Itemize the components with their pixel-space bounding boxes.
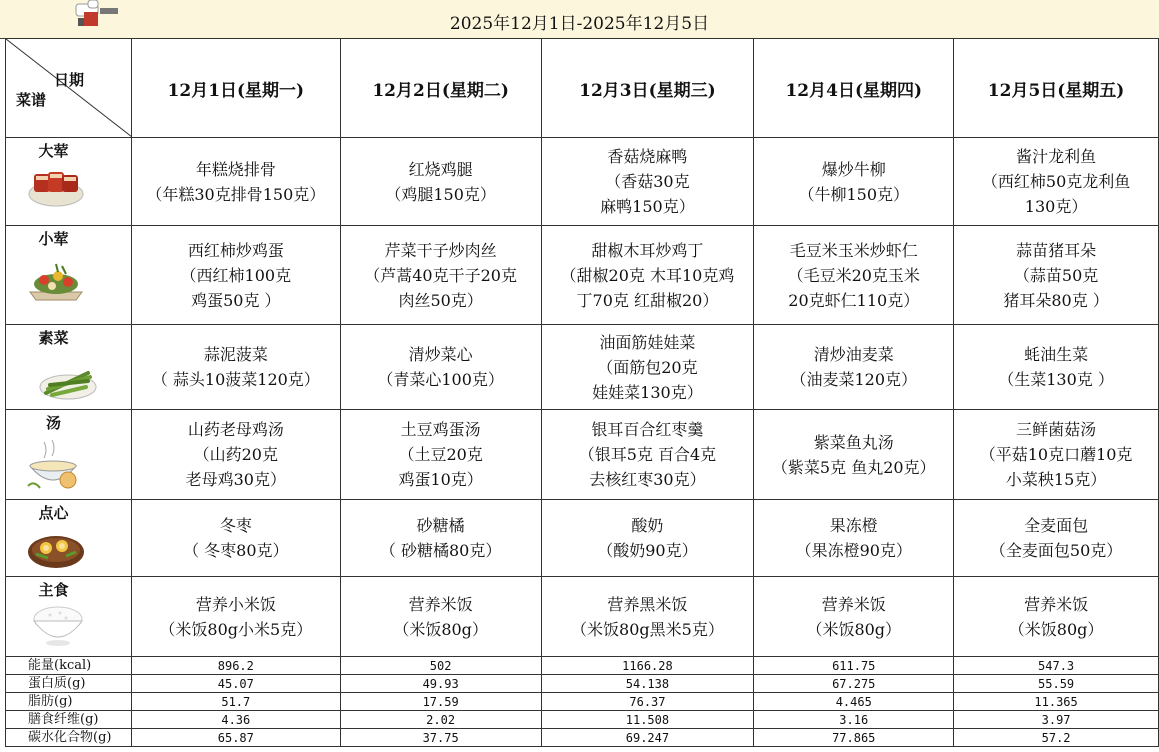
date-label: 日期 [54,71,85,89]
day-header: 12月1日(星期一) [131,39,340,138]
dish-detail: （西红柿100克 [180,265,292,285]
dish-detail: （牛柳150克） [798,184,910,204]
dish-name: 年糕烧排骨 [195,159,276,179]
dish-detail: （平菇10克口蘑10克 [979,445,1133,464]
nutrition-row [6,675,1159,693]
nutrition-label: 蛋白质(g) [6,675,132,693]
dish-cell [754,138,954,226]
nutrition-label: 碳水化合物(g) [6,729,132,747]
nutrition-label: 能量(kcal) [6,657,132,675]
title-bar [0,0,1159,39]
nutrition-value: 3.16 [754,711,954,729]
dish-detail-2: 130克） [1024,197,1088,216]
dish-name: 果冻橙 [829,516,878,535]
dish-name: 酸奶 [631,516,664,535]
dish-cell [754,226,954,325]
dish-detail: （ 砂糖橘80克） [379,541,502,560]
nutrition-row [6,657,1159,675]
nutrition-row [6,711,1159,729]
category-row [6,138,1159,226]
nutrition-value: 3.97 [954,711,1159,729]
dish-name: 蚝油生菜 [1024,345,1089,364]
dish-detail: （面筋包20克 [597,357,698,377]
nutrition-value: 55.59 [954,675,1159,693]
dish-cell [340,500,541,577]
dish-detail-2: 麻鸭150克） [600,197,695,216]
nutrition-value: 11.508 [541,711,754,729]
dessert-plate-icon [26,528,86,570]
category-cell [6,500,132,577]
dish-name: 冬枣 [219,516,252,535]
day-header: 12月3日(星期三) [541,39,754,138]
dish-name: 营养米饭 [1024,594,1089,614]
dish-detail: （米饭80g） [393,619,488,639]
dish-cell [131,138,340,226]
dish-detail-2: 丁70克 红甜椒20） [576,290,719,310]
dish-detail: （米饭80g） [1008,619,1104,639]
dish-detail: （ 冬枣80克） [183,541,289,560]
dish-name: 爆炒牛柳 [821,159,886,179]
dish-detail-2: 老母鸡30克） [185,470,286,489]
dish-detail-2: 小菜秧15克） [1005,470,1107,489]
dish-cell [131,500,340,577]
category-cell [6,410,132,500]
dish-cell [541,500,754,577]
nutrition-value: 4.465 [754,693,954,711]
dish-cell [954,577,1159,657]
dish-detail: （甜椒20克 木耳10克鸡 [560,265,735,285]
dish-detail-2: 鸡蛋10克） [398,470,483,489]
dish-detail-2: 20克虾仁110克） [788,290,920,310]
nutrition-value: 76.37 [541,693,754,711]
category-cell [6,325,132,410]
category-label: 点心 [38,504,69,522]
category-label: 主食 [38,581,69,599]
dish-cell [131,325,340,410]
nutrition-value: 54.138 [541,675,754,693]
stir-fry-icon [26,256,86,306]
day-header: 12月5日(星期五) [954,39,1159,138]
dish-name: 三鲜菌菇汤 [1016,420,1097,439]
dish-name: 蒜苗猪耳朵 [1016,240,1097,260]
dish-name: 甜椒木耳炒鸡丁 [591,240,704,260]
nutrition-value: 1166.28 [541,657,754,675]
dish-detail: （生菜130克 ） [998,370,1114,389]
dish-cell [131,410,340,500]
dish-name: 香菇烧麻鸭 [607,147,688,166]
nutrition-value: 69.247 [541,729,754,747]
dish-name: 蒜泥菠菜 [203,345,268,364]
nutrition-row [6,729,1159,747]
dish-name: 红烧鸡腿 [408,159,473,179]
dish-cell [754,577,954,657]
dish-detail: （鸡腿150克） [385,184,496,204]
braised-pork-icon [28,164,84,208]
dish-name: 清炒油麦菜 [813,345,894,364]
dish-cell [541,138,754,226]
dish-detail: （土豆20克 [398,445,483,464]
dish-cell [954,325,1159,410]
dish-name: 砂糖橘 [416,516,465,535]
dish-detail: （蒜苗50克 [1013,265,1099,285]
category-row [6,500,1159,577]
dish-name: 营养黑米饭 [607,594,688,614]
menu-table [5,38,1159,747]
dish-cell [541,325,754,410]
nutrition-row [6,693,1159,711]
page-title: 2025年12月1日-2025年12月5日 [449,14,710,34]
dish-detail: （米饭80g） [806,619,902,639]
day-header: 12月2日(星期二) [340,39,541,138]
dish-cell [340,138,541,226]
asparagus-icon [38,359,98,403]
dish-detail-2: 肉丝50克） [398,290,483,310]
nutrition-value: 49.93 [340,675,541,693]
dish-cell [340,577,541,657]
dish-cell [131,226,340,325]
menu-label: 菜谱 [16,91,47,109]
dish-detail-2: 鸡蛋50克 ） [191,290,281,310]
nutrition-value: 611.75 [754,657,954,675]
dish-detail: （果冻橙90克） [795,541,912,560]
dish-detail: （酸奶90克） [597,541,698,560]
dish-name: 毛豆米玉米炒虾仁 [789,240,918,260]
day-header: 12月4日(星期四) [754,39,954,138]
dish-name: 清炒菜心 [408,345,473,364]
dish-cell [131,577,340,657]
category-row [6,410,1159,500]
dish-detail: （ 蒜头10菠菜120克） [151,370,320,389]
dish-cell [954,226,1159,325]
dish-cell [340,226,541,325]
dish-detail: （银耳5克 百合4克 [578,445,717,464]
nutrition-value: 37.75 [340,729,541,747]
dish-detail: （山药20克 [193,445,278,464]
dish-detail-2: 去核红枣30克） [589,470,706,489]
category-cell [6,138,132,226]
dish-cell [954,500,1159,577]
dish-name: 西红柿炒鸡蛋 [187,240,284,260]
dish-detail: （青菜心100克） [377,370,504,389]
nutrition-value: 17.59 [340,693,541,711]
category-row [6,226,1159,325]
dish-name: 油面筋娃娃菜 [599,332,696,352]
nutrition-value: 502 [340,657,541,675]
corner-header [6,39,132,138]
category-label: 素菜 [38,329,69,347]
nutrition-value: 65.87 [131,729,340,747]
dish-detail-2: 猪耳朵80克 ） [1003,290,1109,310]
dish-detail: （米饭80g黑米5克） [571,619,724,639]
dish-detail: （油麦菜120克） [790,370,918,389]
dish-detail: （紫菜5克 鱼丸20克） [771,457,936,477]
nutrition-value: 67.275 [754,675,954,693]
dish-detail-2: 娃娃菜130克） [592,382,703,402]
dish-detail: （芦蒿40克干子20克 [364,265,517,285]
nutrition-value: 77.865 [754,729,954,747]
dish-detail: （米饭80g小米5克） [159,619,313,639]
category-label: 小荤 [38,230,69,248]
soup-bowl-icon [24,436,82,494]
category-row [6,325,1159,410]
nutrition-label: 膳食纤维(g) [6,711,132,729]
nutrition-value: 11.365 [954,693,1159,711]
dish-cell [754,500,954,577]
dish-cell [340,325,541,410]
nutrition-value: 51.7 [131,693,340,711]
dish-name: 全麦面包 [1024,516,1089,535]
nutrition-value: 547.3 [954,657,1159,675]
nutrition-value: 57.2 [954,729,1159,747]
category-row [6,577,1159,657]
nutrition-value: 4.36 [131,711,340,729]
dish-detail: （毛豆米20克玉米 [787,265,920,285]
rice-bowl-icon [30,603,86,649]
dish-name: 营养米饭 [821,594,886,614]
nutrition-value: 2.02 [340,711,541,729]
dish-name: 山药老母鸡汤 [187,420,284,439]
dish-detail: （香菇30克 [605,172,690,191]
dish-name: 芹菜干子炒肉丝 [384,240,497,260]
dish-detail: （年糕30克排骨150克） [146,184,326,204]
dish-name: 土豆鸡蛋汤 [400,420,481,439]
category-label: 大荤 [38,142,69,160]
dish-cell [954,410,1159,500]
nutrition-value: 45.07 [131,675,340,693]
dish-name: 紫菜鱼丸汤 [813,432,894,452]
dish-cell [541,577,754,657]
dish-detail: （全麦面包50克） [989,541,1123,560]
dish-cell [954,138,1159,226]
dish-name: 营养米饭 [408,594,473,614]
dish-cell [754,410,954,500]
category-cell [6,226,132,325]
dish-name: 酱汁龙利鱼 [1016,147,1097,166]
dish-cell [340,410,541,500]
category-label: 汤 [45,414,61,432]
category-cell [6,577,132,657]
dish-name: 营养小米饭 [195,594,276,614]
nutrition-label: 脂肪(g) [6,693,132,711]
day-header-row [6,39,1159,138]
dish-cell [541,410,754,500]
nutrition-value: 896.2 [131,657,340,675]
dish-name: 银耳百合红枣羹 [591,420,704,439]
dish-cell [541,226,754,325]
dish-detail: （西红柿50克龙利鱼 [981,172,1131,191]
dish-cell [754,325,954,410]
